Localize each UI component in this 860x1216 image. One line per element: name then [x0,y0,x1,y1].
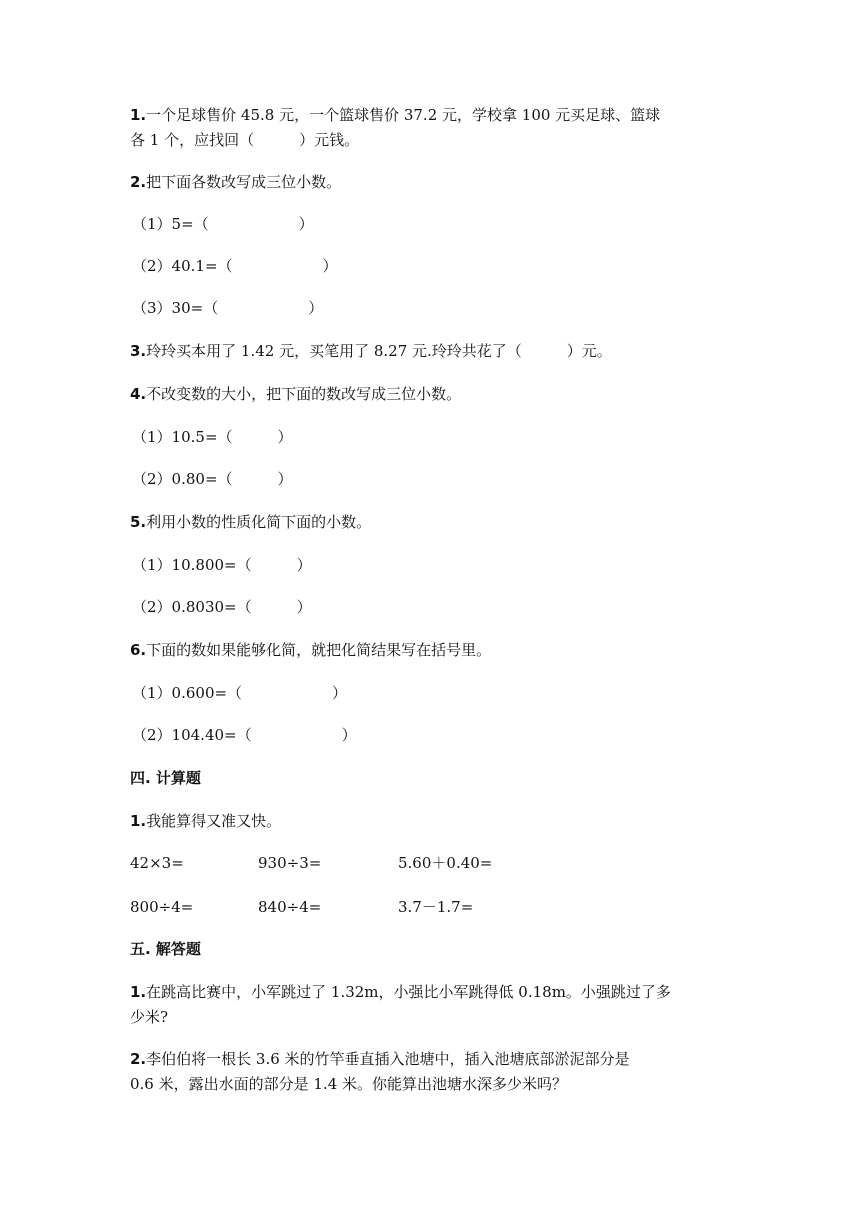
question-number: 1. [130,983,147,1001]
question-text: 把下面各数改写成三位小数。 [146,173,342,191]
question-6 [130,638,491,662]
question-number: 5. [130,513,147,531]
sub-item: （2）0.8030=（ ） [132,598,312,616]
question-3 [130,339,612,363]
question-number: 6. [130,641,147,659]
sub-item: （3）30=（ ） [132,299,324,317]
question-text: 玲玲买本用了 1.42 元，买笔用了 8.27 元.玲玲共花了（ ）元。 [146,342,612,360]
calc-item: 930÷3= [258,854,322,872]
question-number: 2. [130,1050,147,1068]
sub-item: （1）5=（ ） [132,215,314,233]
sub-item: （1）0.600=（ ） [132,684,348,702]
section-title: 四. 计算题 [130,769,201,787]
question-text: 李伯伯将一根长 3.6 米的竹竿垂直插入池塘中，插入池塘底部淤泥部分是 [146,1050,630,1068]
question-4-1 [130,809,281,833]
question-5-2-line-2: 0.6 米，露出水面的部分是 1.4 米。你能算出池塘水深多少米吗？ [130,1075,568,1093]
question-number: 1. [130,812,147,830]
section-title: 五. 解答题 [130,940,201,958]
question-text: 下面的数如果能够化简，就把化简结果写在括号里。 [146,641,492,659]
sub-item: （1）10.5=（ ） [132,428,293,446]
calc-item: 5.60＋0.40= [398,854,493,872]
calc-item: 840÷4= [258,898,322,916]
question-text: 不改变数的大小，把下面的数改写成三位小数。 [146,385,462,403]
question-number: 2. [130,173,147,191]
calc-item: 3.7－1.7= [398,898,474,916]
question-number: 4. [130,385,147,403]
calc-item: 42×3= [130,854,184,872]
question-number: 3. [130,342,147,360]
question-text: 在跳高比赛中，小军跳过了 1.32m，小强比小军跳得低 0.18m。小强跳过了多 [146,983,671,1001]
question-number: 1. [130,106,147,124]
sub-item: （2）104.40=（ ） [132,726,357,744]
question-text: 利用小数的性质化简下面的小数。 [146,513,372,531]
question-4 [130,382,461,406]
sub-item: （1）10.800=（ ） [132,556,312,574]
question-5-1-line-2: 少米? [130,1008,169,1026]
calc-item: 800÷4= [130,898,194,916]
question-2 [130,170,341,194]
sub-item: （2）40.1=（ ） [132,257,338,275]
question-text: 一个足球售价 45.8 元，一个篮球售价 37.2 元，学校拿 100 元买足球、篮球 [146,106,661,124]
question-1-line-2: 各 1 个，应找回（ ）元钱。 [130,131,360,149]
sub-item: （2）0.80=（ ） [132,470,293,488]
question-text: 我能算得又准又快。 [146,812,282,830]
question-1-line-1 [130,103,660,127]
question-5-1-line-1 [130,980,671,1004]
question-5-2-line-1 [130,1047,630,1071]
question-5 [130,510,371,534]
